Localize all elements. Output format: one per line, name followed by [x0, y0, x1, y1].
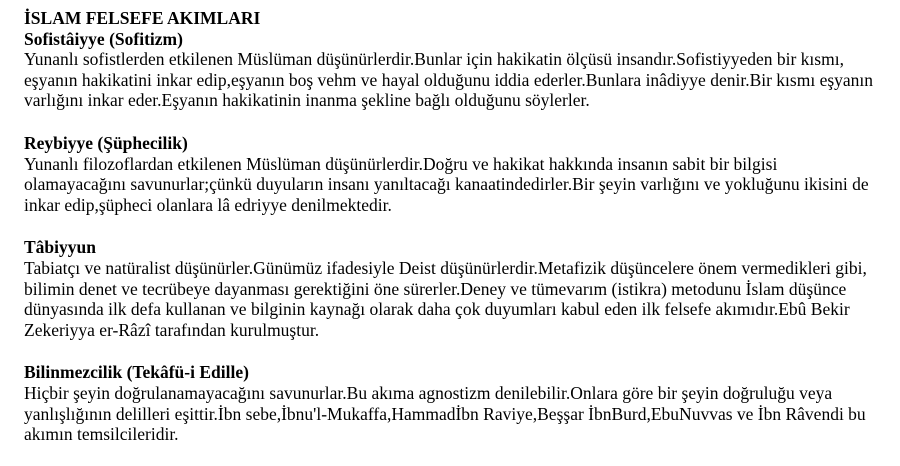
section-tabiyyun [24, 237, 874, 340]
section-paragraph: Yunanlı filozoflardan etkilenen Müslüman düşünürlerdir.Doğru ve hakikat hakkında insanın sabit bir bilgisi olamayacağını savunurlar;çünkü duyuların insanı yanıltacağı kanaatindedirler.Bir şeyin varlığını ve yokluğunu ikisini de inkar edip,şüpheci olanlara lâ edriyye denilmektedir. [24, 153, 869, 215]
section-heading: Tâbiyyun [24, 237, 96, 258]
section-sofistaiyye [24, 29, 874, 111]
section-heading: Bilinmezcilik (Tekâfü-i Edille) [24, 362, 249, 383]
document [24, 8, 874, 445]
section-heading: Sofistâiyye (Sofitizm) [24, 28, 183, 49]
section-heading: Reybiyye (Şüphecilik) [24, 132, 188, 153]
section-bilinmezcilik [24, 362, 874, 444]
document-title: İSLAM FELSEFE AKIMLARI [24, 8, 261, 28]
section-reybiyye [24, 133, 874, 215]
section-paragraph: Tabiatçı ve natüralist düşünürler.Günümüz ifadesiyle Deist düşünürlerdir.Metafizik düşüncelere önem vermedikleri gibi, bilimin denet ve tecrübeye dayanması gerektiğini öne sürerler.Deney ve tümevarım (istikra) metodunu İslam düşünce dünyasında ilk defa kullanan ve bilginin kaynağı olarak daha çok duyumları kabul eden ilk felsefe akımıdır.Ebû Bekir Zekeriyya er-Râzî tarafından kurulmuştur. [24, 257, 867, 340]
section-paragraph: Yunanlı sofistlerden etkilenen Müslüman düşünürlerdir.Bunlar için hakikatin ölçüsü insandır.Sofistiyyeden bir kısmı, eşyanın hakikatini inkar edip,eşyanın boş vehm ve hayal olduğunu iddia ederler.Bunlara inâdiyye denir.Bir kısmı eşyanın varlığını inkar eder.Eşyanın hakikatinin inanma şekline bağlı olduğunu söylerler. [24, 49, 874, 111]
section-paragraph: Hiçbir şeyin doğrulanamayacağını savunurlar.Bu akıma agnostizm denilebilir.Onlara göre bir şeyin doğruluğu veya yanlışlığının delilleri eşittir.İbn sebe,İbnu'l-Mukaffa,Hammadİbn Raviye,Beşşar İbnBurd,EbuNuvvas ve İbn Râvendi bu akımın temsilcileridir. [24, 382, 866, 445]
